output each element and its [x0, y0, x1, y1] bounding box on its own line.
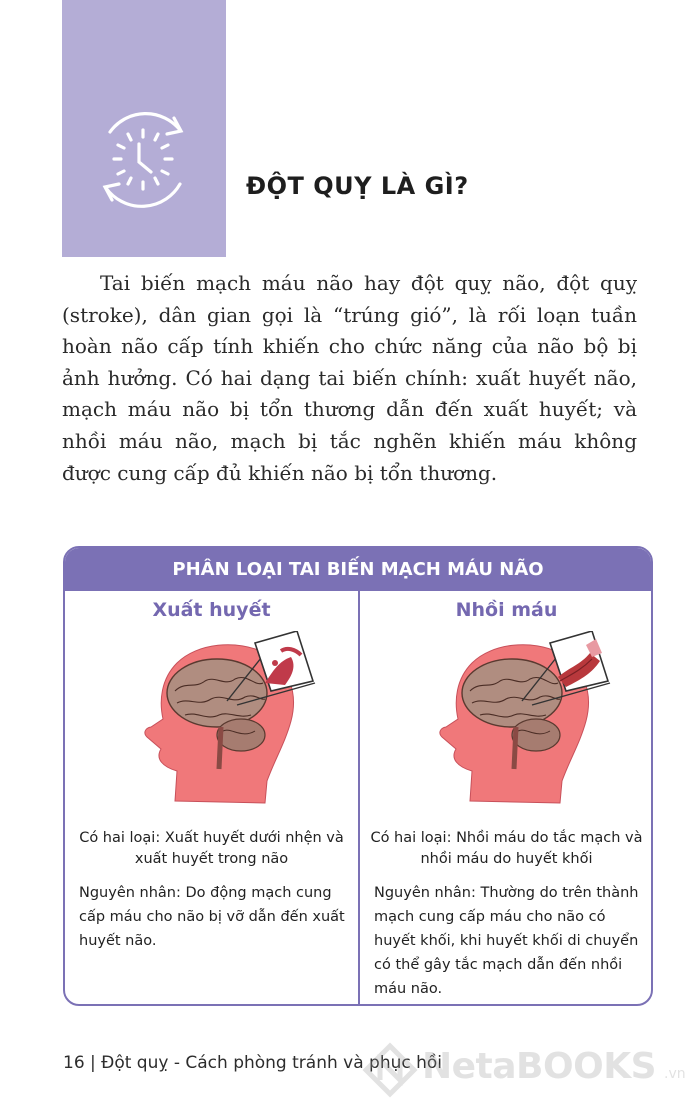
- page-footer: 16 | Đột quỵ - Cách phòng tránh và phục hồi: [63, 1053, 443, 1073]
- column-title-infarction: Nhồi máu: [455, 599, 558, 621]
- cause-infarction: Nguyên nhân: Thường do trên thành mạch cung cấp máu cho não có huyết khối, khi huyết khối di chuyển có thể gây tắc mạch dẫn đến nhồi máu não.: [374, 885, 639, 997]
- watermark-suffix: .vn: [664, 1066, 686, 1082]
- hemorrhage-head-illustration: [115, 631, 325, 811]
- classification-table: [63, 546, 653, 1006]
- page-heading: ĐỘT QUỴ LÀ GÌ?: [246, 172, 469, 200]
- watermark-text: NetaBOOKS: [422, 1046, 657, 1087]
- column-hemorrhage: [65, 591, 358, 1004]
- column-infarction: [360, 591, 653, 1004]
- infarction-head-illustration: [410, 631, 620, 811]
- cause-hemorrhage: Nguyên nhân: Do động mạch cung cấp máu cho não bị vỡ dẫn đến xuất huyết não.: [79, 885, 345, 949]
- clock-cycle-icon: [88, 104, 198, 214]
- netabooks-logo-icon: [362, 1042, 418, 1098]
- netabooks-watermark: [362, 1040, 692, 1100]
- column-title-hemorrhage: Xuất huyết: [152, 599, 271, 621]
- table-title: PHÂN LOẠI TAI BIẾN MẠCH MÁU NÃO: [65, 548, 651, 591]
- intro-paragraph: Tai biến mạch máu não hay đột quỵ não, đột quỵ (stroke), dân gian gọi là “trúng gió”, là rối loạn tuần hoàn não cấp tính khiến cho chức năng của não bộ bị ảnh hưởng. Có hai dạng tai biến chính: xuất huyết não, mạch máu não bị tổn thương dẫn đến xuất huyết; và nhồi máu não, mạch bị tắc nghẽn khiến máu không được cung cấp đủ khiến não bị tổn thương.: [62, 271, 637, 485]
- types-hemorrhage: Có hai loại: Xuất huyết dưới nhện và xuất huyết trong não: [79, 830, 344, 867]
- types-infarction: Có hai loại: Nhồi máu do tắc mạch và nhồi máu do huyết khối: [370, 830, 643, 867]
